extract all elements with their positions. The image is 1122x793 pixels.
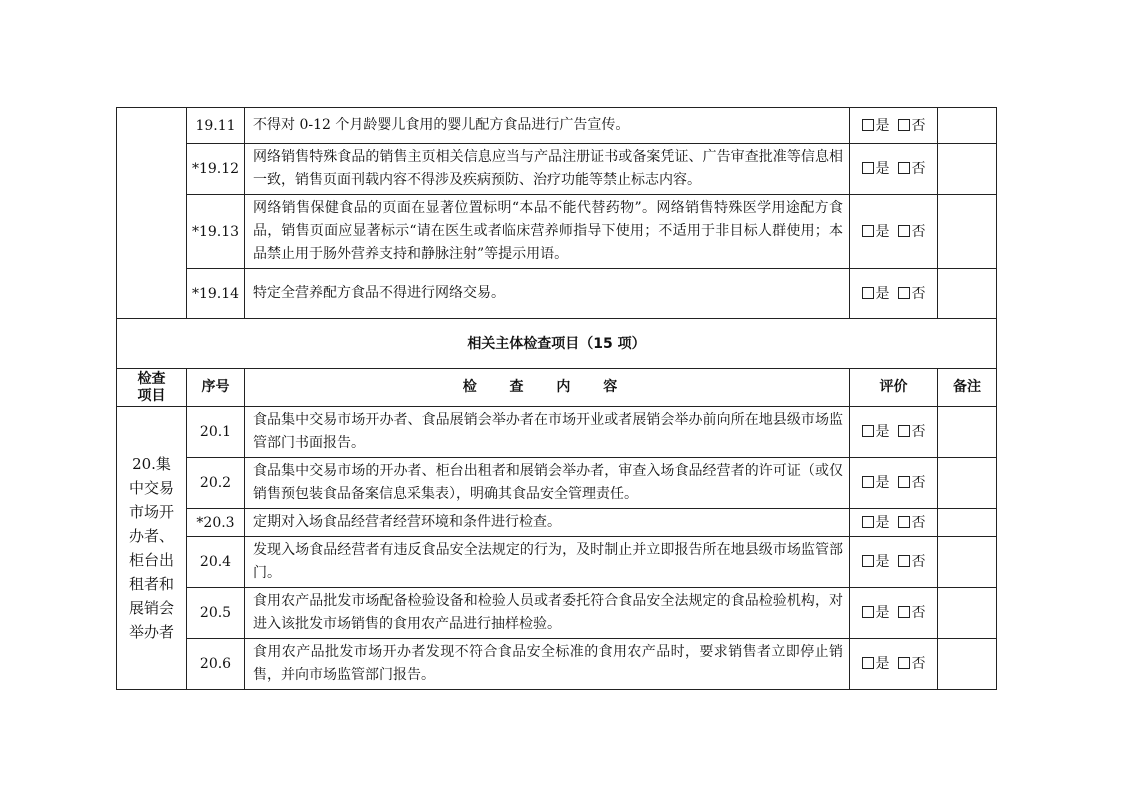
row-seq: *19.13 bbox=[187, 195, 245, 269]
checkbox-no[interactable] bbox=[898, 476, 910, 488]
checkbox-no[interactable] bbox=[898, 287, 910, 299]
evaluation-checkboxes[interactable]: 是 否 bbox=[850, 509, 938, 537]
checkbox-no[interactable] bbox=[898, 119, 910, 131]
category-20-cell bbox=[117, 407, 187, 690]
table-row bbox=[117, 537, 997, 588]
row-content: 食用农产品批发市场配备检验设备和检验人员或者委托符合食品安全法规定的食品检验机构，对进入该批发市场销售的食用农产品进行抽样检验。 bbox=[245, 588, 850, 639]
remark-cell[interactable] bbox=[938, 639, 997, 690]
row-seq: 20.2 bbox=[187, 458, 245, 509]
section-title-row bbox=[117, 319, 997, 369]
table-row bbox=[117, 639, 997, 690]
evaluation-checkboxes[interactable]: 是 否 bbox=[850, 195, 938, 269]
checkbox-no[interactable] bbox=[898, 225, 910, 237]
remark-cell[interactable] bbox=[938, 458, 997, 509]
row-content: 网络销售特殊食品的销售主页相关信息应当与产品注册证书或备案凭证、广告审查批准等信息相一致，销售页面刊载内容不得涉及疾病预防、治疗功能等禁止标志内容。 bbox=[245, 144, 850, 195]
checkbox-yes[interactable] bbox=[862, 555, 874, 567]
evaluation-checkboxes[interactable]: 是 否 bbox=[850, 537, 938, 588]
remark-cell[interactable] bbox=[938, 509, 997, 537]
evaluation-checkboxes[interactable]: 是 否 bbox=[850, 108, 938, 144]
remark-cell[interactable] bbox=[938, 407, 997, 458]
header-content: 检 查 内 容 bbox=[245, 369, 850, 407]
checkbox-no[interactable] bbox=[898, 425, 910, 437]
section-title: 相关主体检查项目（15 项） bbox=[117, 319, 997, 369]
table-row bbox=[117, 195, 997, 269]
checkbox-no[interactable] bbox=[898, 516, 910, 528]
table-row bbox=[117, 407, 997, 458]
table-header-row bbox=[117, 369, 997, 407]
checkbox-no[interactable] bbox=[898, 657, 910, 669]
row-content: 不得对 0-12 个月龄婴儿食用的婴儿配方食品进行广告宣传。 bbox=[245, 108, 850, 144]
category-20-label: 20.集中交易市场开办者、柜台出租者和展销会举办者 bbox=[128, 455, 174, 641]
table-row bbox=[117, 269, 997, 319]
row-seq: 20.6 bbox=[187, 639, 245, 690]
row-seq: *20.3 bbox=[187, 509, 245, 537]
remark-cell[interactable] bbox=[938, 195, 997, 269]
evaluation-checkboxes[interactable]: 是 否 bbox=[850, 639, 938, 690]
header-eval: 评价 bbox=[850, 369, 938, 407]
row-seq: 19.11 bbox=[187, 108, 245, 144]
row-content: 食用农产品批发市场开办者发现不符合食品安全标准的食用农产品时，要求销售者立即停止销售，并向市场监管部门报告。 bbox=[245, 639, 850, 690]
evaluation-checkboxes[interactable]: 是 否 bbox=[850, 144, 938, 195]
checkbox-no[interactable] bbox=[898, 555, 910, 567]
row-seq: 20.4 bbox=[187, 537, 245, 588]
category-19-cell bbox=[117, 108, 187, 319]
checkbox-yes[interactable] bbox=[862, 287, 874, 299]
checkbox-yes[interactable] bbox=[862, 476, 874, 488]
row-content: 发现入场食品经营者有违反食品安全法规定的行为，及时制止并立即报告所在地县级市场监管部门。 bbox=[245, 537, 850, 588]
remark-cell[interactable] bbox=[938, 108, 997, 144]
row-seq: 20.5 bbox=[187, 588, 245, 639]
evaluation-checkboxes[interactable]: 是 否 bbox=[850, 269, 938, 319]
remark-cell[interactable] bbox=[938, 144, 997, 195]
checkbox-no[interactable] bbox=[898, 162, 910, 174]
header-item: 检查项目 bbox=[117, 369, 187, 407]
remark-cell[interactable] bbox=[938, 588, 997, 639]
evaluation-checkboxes[interactable]: 是 否 bbox=[850, 458, 938, 509]
row-content: 食品集中交易市场开办者、食品展销会举办者在市场开业或者展销会举办前向所在地县级市场监管部门书面报告。 bbox=[245, 407, 850, 458]
remark-cell[interactable] bbox=[938, 269, 997, 319]
checkbox-yes[interactable] bbox=[862, 425, 874, 437]
table-row bbox=[117, 509, 997, 537]
row-content: 食品集中交易市场的开办者、柜台出租者和展销会举办者，审查入场食品经营者的许可证（或仅销售预包装食品备案信息采集表），明确其食品安全管理责任。 bbox=[245, 458, 850, 509]
evaluation-checkboxes[interactable]: 是 否 bbox=[850, 588, 938, 639]
row-seq: *19.14 bbox=[187, 269, 245, 319]
remark-cell[interactable] bbox=[938, 537, 997, 588]
inspection-table bbox=[116, 107, 997, 690]
row-seq: *19.12 bbox=[187, 144, 245, 195]
row-seq: 20.1 bbox=[187, 407, 245, 458]
row-content: 网络销售保健食品的页面在显著位置标明“本品不能代替药物”。网络销售特殊医学用途配方食品，销售页面应显著标示“请在医生或者临床营养师指导下使用；不适用于非目标人群使用；本品禁止用于肠外营养支持和静脉注射”等提示用语。 bbox=[245, 195, 850, 269]
table-row bbox=[117, 144, 997, 195]
evaluation-checkboxes[interactable]: 是 否 bbox=[850, 407, 938, 458]
checkbox-no[interactable] bbox=[898, 606, 910, 618]
table-row bbox=[117, 458, 997, 509]
table-row bbox=[117, 588, 997, 639]
header-remark: 备注 bbox=[938, 369, 997, 407]
row-content: 特定全营养配方食品不得进行网络交易。 bbox=[245, 269, 850, 319]
table-row bbox=[117, 108, 997, 144]
row-content: 定期对入场食品经营者经营环境和条件进行检查。 bbox=[245, 509, 850, 537]
header-seq: 序号 bbox=[187, 369, 245, 407]
checkbox-yes[interactable] bbox=[862, 119, 874, 131]
checkbox-yes[interactable] bbox=[862, 516, 874, 528]
checkbox-yes[interactable] bbox=[862, 162, 874, 174]
checkbox-yes[interactable] bbox=[862, 225, 874, 237]
checkbox-yes[interactable] bbox=[862, 606, 874, 618]
checkbox-yes[interactable] bbox=[862, 657, 874, 669]
